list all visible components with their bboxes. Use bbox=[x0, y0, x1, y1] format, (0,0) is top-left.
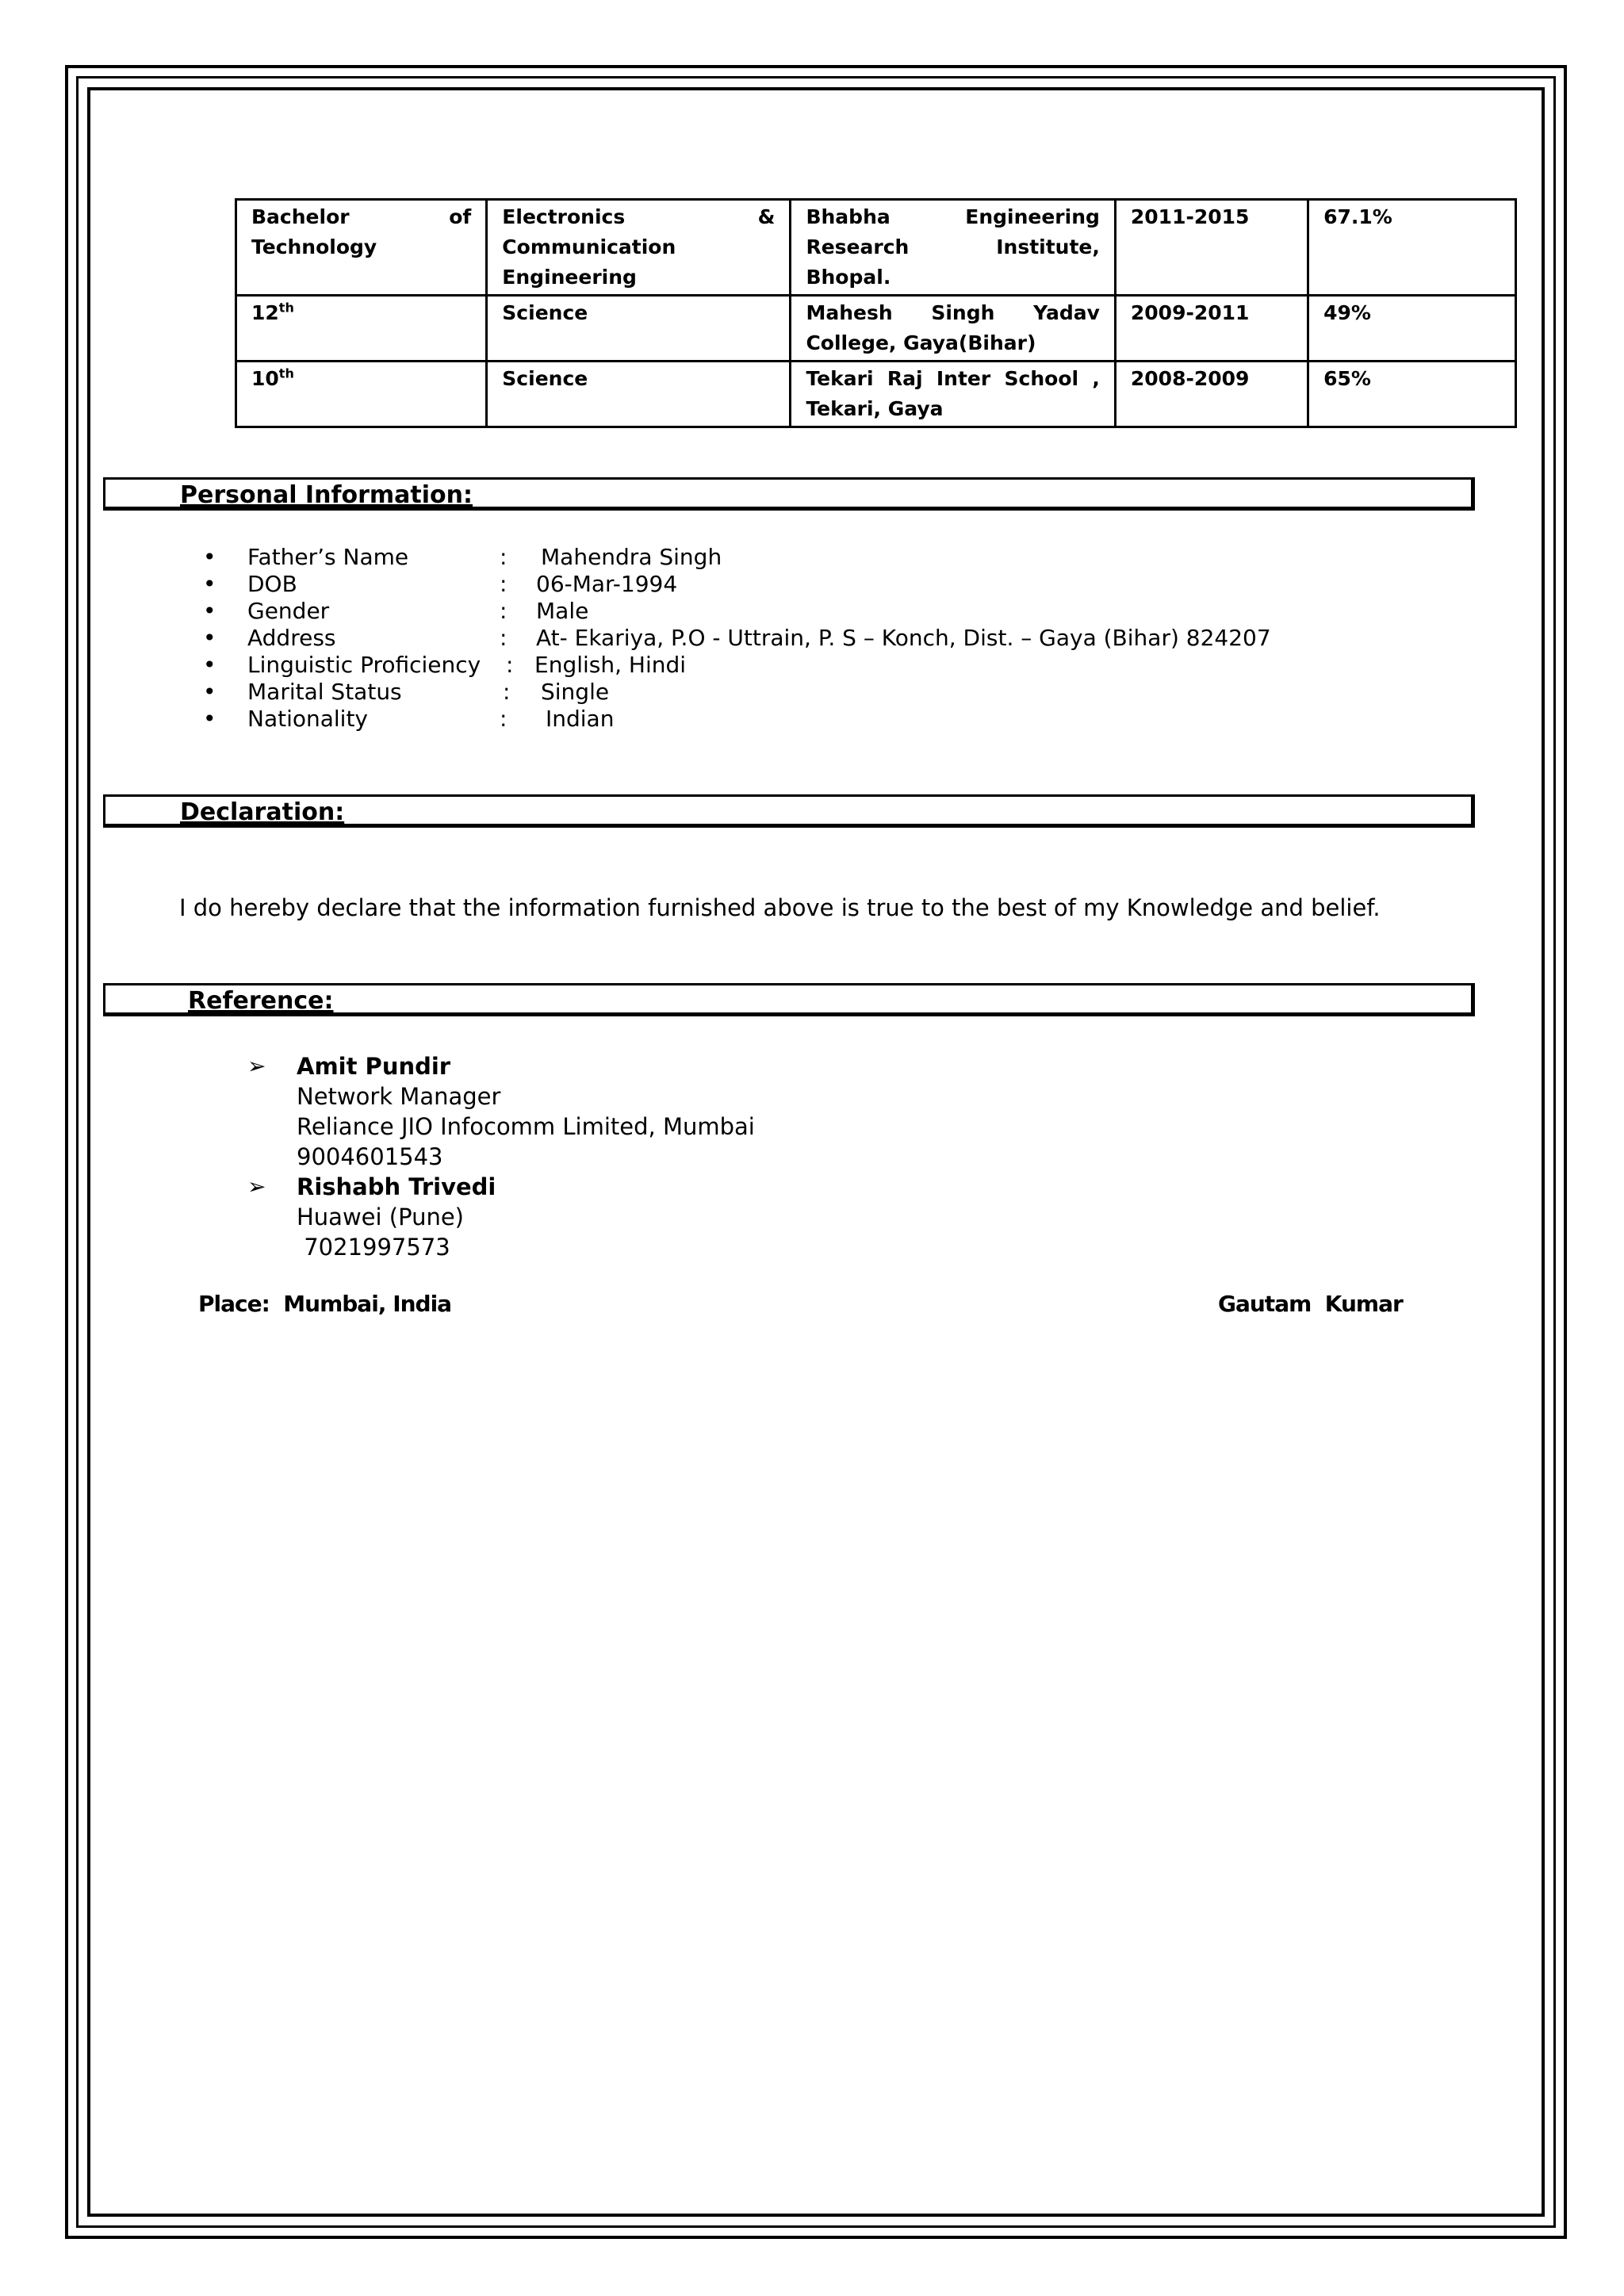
degree-base: 12 bbox=[251, 301, 279, 324]
place-text: Place: Mumbai, India bbox=[198, 1291, 452, 1317]
table-row bbox=[236, 362, 1516, 427]
years-cell: 2011-2015 bbox=[1115, 200, 1308, 296]
declaration-heading-bar bbox=[103, 794, 1475, 828]
stream-cell: Science bbox=[487, 296, 791, 362]
degree-base: 10 bbox=[251, 367, 279, 390]
reference-detail: Huawei (Pune) bbox=[297, 1203, 465, 1230]
field-label: Gender bbox=[247, 598, 330, 624]
field-value: 06-Mar-1994 bbox=[536, 571, 678, 597]
education-table bbox=[235, 198, 1517, 428]
field-separator: : bbox=[500, 544, 508, 570]
field-value: Single bbox=[541, 679, 610, 705]
degree-superscript: th bbox=[278, 300, 294, 316]
field-label: DOB bbox=[247, 571, 297, 597]
reference-detail: 7021997573 bbox=[297, 1234, 450, 1261]
reference-detail: Network Manager bbox=[297, 1083, 501, 1110]
personal-info-heading-bar bbox=[103, 477, 1475, 511]
bullet-icon: • bbox=[203, 598, 216, 624]
reference-detail: 9004601543 bbox=[297, 1143, 443, 1170]
score-cell: 49% bbox=[1308, 296, 1516, 362]
field-separator: : bbox=[500, 571, 508, 597]
institute-cell: Bhabha Engineering Research Institute, Bhopal. bbox=[791, 200, 1115, 296]
table-row bbox=[236, 296, 1516, 362]
field-value: Mahendra Singh bbox=[541, 544, 722, 570]
years-cell: 2008-2009 bbox=[1115, 362, 1308, 427]
field-value: Indian bbox=[546, 706, 615, 732]
section-heading: Declaration: bbox=[180, 798, 345, 826]
field-value: At- Ekariya, P.O - Uttrain, P. S – Konch, Dist. – Gaya (Bihar) 824207 bbox=[536, 625, 1271, 651]
degree-superscript: th bbox=[278, 365, 294, 381]
field-separator: : bbox=[503, 679, 511, 705]
institute-cell: Mahesh Singh Yadav College, Gaya(Bihar) bbox=[791, 296, 1115, 362]
stream-cell: Electronics & Communication Engineering bbox=[487, 200, 791, 296]
field-separator: : bbox=[500, 706, 508, 732]
bullet-icon: • bbox=[203, 544, 216, 570]
field-label: Linguistic Proficiency bbox=[247, 652, 481, 678]
section-heading: Personal Information: bbox=[180, 481, 473, 509]
score-cell: 67.1% bbox=[1308, 200, 1516, 296]
reference-name: Rishabh Trivedi bbox=[297, 1173, 496, 1200]
field-separator: : bbox=[500, 625, 508, 651]
stream-cell: Science bbox=[487, 362, 791, 427]
years-cell: 2009-2011 bbox=[1115, 296, 1308, 362]
reference-name: Amit Pundir bbox=[297, 1053, 451, 1080]
score-cell: 65% bbox=[1308, 362, 1516, 427]
institute-cell: Tekari Raj Inter School , Tekari, Gaya bbox=[791, 362, 1115, 427]
field-value: Male bbox=[536, 598, 589, 624]
field-label: Address bbox=[247, 625, 336, 651]
degree-cell bbox=[236, 362, 487, 427]
section-heading: Reference: bbox=[188, 987, 334, 1015]
signature-name: Gautam Kumar bbox=[1218, 1291, 1403, 1317]
declaration-text: I do hereby declare that the information furnished above is true to the best of my Knowledge and belief. bbox=[179, 894, 1381, 921]
arrow-bullet-icon: ➢ bbox=[247, 1053, 266, 1079]
bullet-icon: • bbox=[203, 571, 216, 597]
bullet-icon: • bbox=[203, 625, 216, 651]
table-row bbox=[236, 200, 1516, 296]
arrow-bullet-icon: ➢ bbox=[247, 1173, 266, 1200]
reference-heading-bar bbox=[103, 983, 1475, 1016]
field-label: Father’s Name bbox=[247, 544, 409, 570]
degree-cell: Bachelor of Technology bbox=[236, 200, 487, 296]
field-label: Marital Status bbox=[247, 679, 402, 705]
field-separator: : bbox=[506, 652, 514, 678]
field-label: Nationality bbox=[247, 706, 369, 732]
bullet-icon: • bbox=[203, 679, 216, 705]
degree-cell bbox=[236, 296, 487, 362]
bullet-icon: • bbox=[203, 652, 216, 678]
field-separator: : bbox=[500, 598, 508, 624]
bullet-icon: • bbox=[203, 706, 216, 732]
reference-detail: Reliance JIO Infocomm Limited, Mumbai bbox=[297, 1113, 755, 1140]
field-value: English, Hindi bbox=[534, 652, 687, 678]
